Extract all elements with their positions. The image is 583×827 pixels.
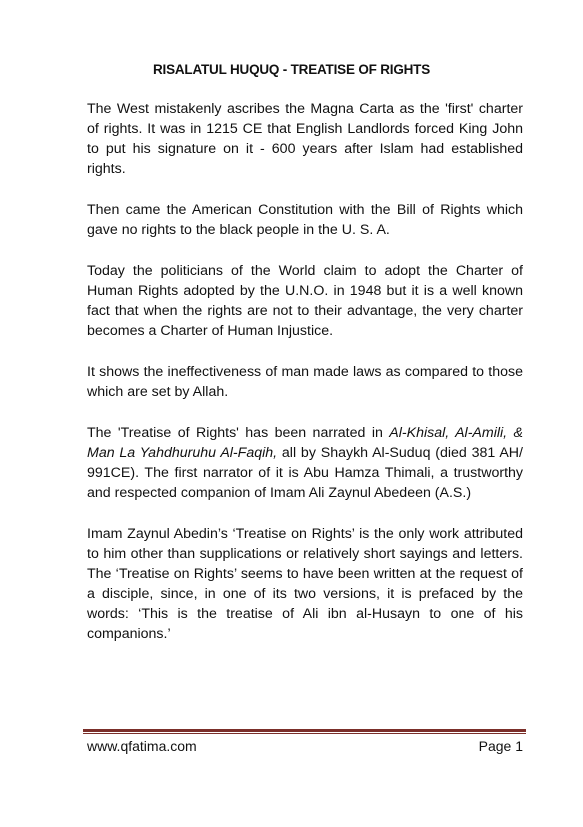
paragraph-man-made-laws: It shows the ineffectiveness of man made laws as compared to those which are set by Allah. <box>87 364 523 400</box>
paragraph-magna-carta: The West mistakenly ascribes the Magna Carta as the 'first' charter of rights. It was in 1215 CE that English Landlords forced King John to put his signature on it - 600 years after Islam had established rights. <box>87 101 523 177</box>
narration-text-start: The 'Treatise of Rights' has been narrated in <box>87 425 390 441</box>
footer-page-number: Page 1 <box>478 738 523 754</box>
paragraph-american-constitution: Then came the American Constitution with the Bill of Rights which gave no rights to the black people in the U. S. A. <box>87 202 523 238</box>
footer-divider-thin <box>83 733 526 734</box>
narration-sources: Al-Khisal, Al-Amili, & Man La Yahdhuruhu Al-Faqih, <box>87 425 523 461</box>
footer-website: www.qfatima.com <box>87 738 197 754</box>
narration-text-end: all by Shaykh Al-Suduq (died 381 AH/ 991CE). The first narrator of it is Abu Hamza Thimali, a trustworthy and respected companion of Imam Ali Zaynul Abedeen (A.S.) <box>87 445 523 501</box>
paragraph-treatise-description: Imam Zaynul Abedin’s ‘Treatise on Rights’ is the only work attributed to him other than supplications or relatively short sayings and letters. The ‘Treatise on Rights’ seems to have been written at the request of a disciple, since, in one of its two versions, it is prefaced by the words: ‘This is the treatise of Ali ibn al-Husayn to one of his companions.’ <box>87 526 523 642</box>
paragraph-narration <box>87 423 523 503</box>
paragraph-human-rights-charter: Today the politicians of the World claim to adopt the Charter of Human Rights adopted by the U.N.O. in 1948 but it is a well known fact that when the rights are not to their advantage, the very charter becomes a Charter of Human Injustice. <box>87 263 523 339</box>
footer-divider <box>83 729 526 732</box>
document-body <box>87 99 523 665</box>
document-title: RISALATUL HUQUQ - TREATISE OF RIGHTS <box>152 62 431 77</box>
